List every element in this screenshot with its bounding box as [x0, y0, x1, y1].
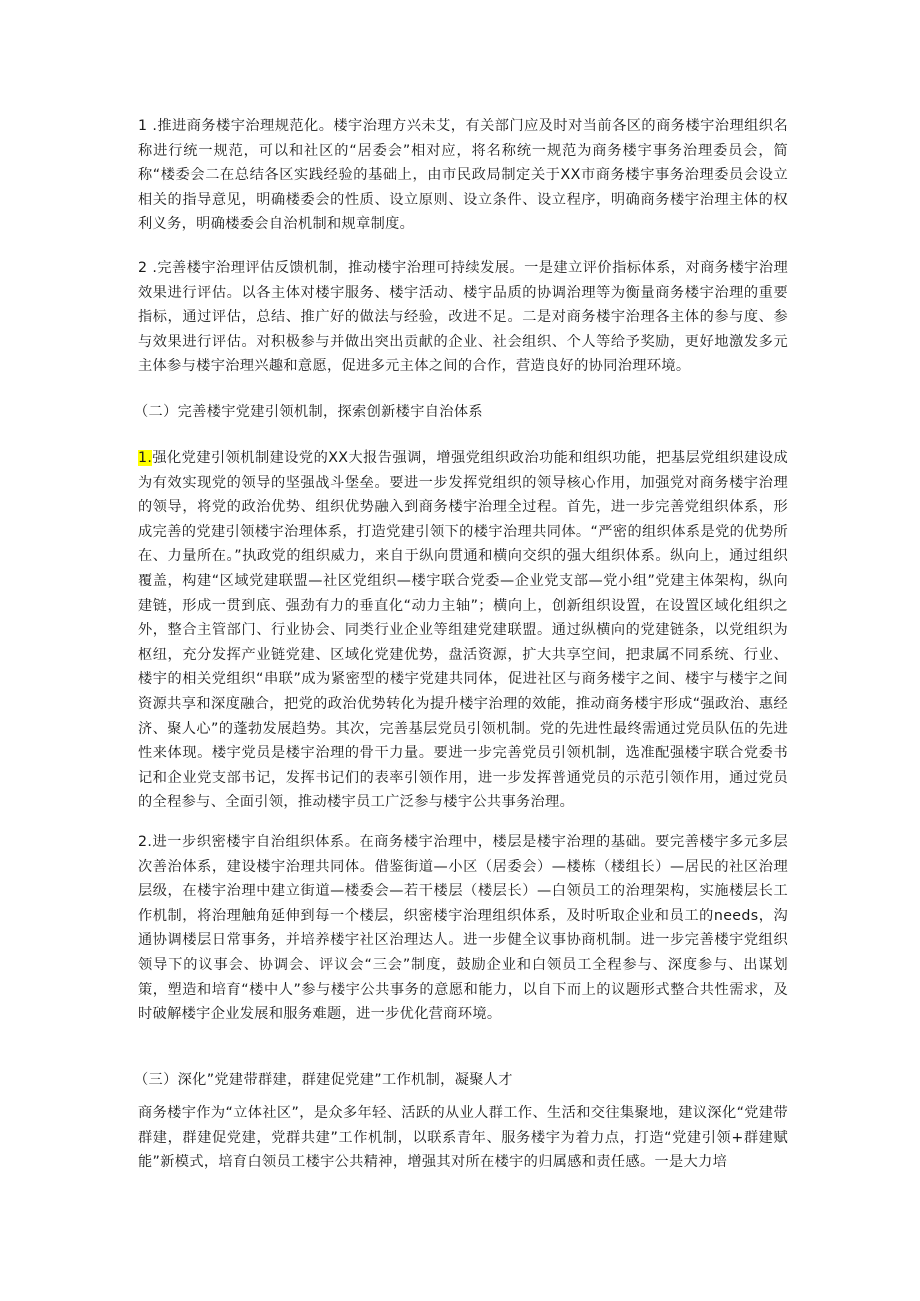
paragraph-evaluation-feedback: 2 .完善楼宇治理评估反馈机制，推动楼宇治理可持续发展。一是建立评价指标体系，对商务楼宇治理效果进行评估。以各主体对楼宇服务、楼宇活动、楼宇品质的协调治理等为衡量商务楼宇治理的重要指标，通过评估，总结、推广好的做法与经验，改进不足。二是对商务楼宇治理各主体的参与度、参与效果进行评估。对积极参与并做出突出贡献的企业、社会组织、个人等给予奖励，更好地激发多元主体参与楼宇治理兴趣和意愿，促进多元主体之间的合作，营造良好的协同治理环境。: [138, 260, 788, 375]
paragraph-party-leadership: [138, 446, 788, 815]
paragraph-self-governance-system: 2.进一步织密楼宇自治组织体系。在商务楼宇治理中，楼层是楼宇治理的基础。要完善楼宇多元多层次善治体系，建设楼宇治理共同体。借鉴街道—小区（居委会）—楼栋（楼组长）—居民的社区治理层级，在楼宇治理中建立街道—楼委会—若干楼层（楼层长）—白领员工的治理架构，实施楼层长工作机制，将治理触角延伸到每一个楼层，织密楼宇治理组织体系，及时听取企业和员工的needs，沟通协调楼层日常事务，并培养楼宇社区治理达人。进一步健全议事协商机制。进一步完善楼宇党组织领导下的议事会、协调会、评议会“三会”制度，鼓励企业和白领员工全程参与、深度参与、出谋划策，塑造和培育“楼中人”参与楼宇公共事务的意愿和能力，以自下而上的议题形式整合共性需求，及时破解楼宇企业发展和服务难题，进一步优化营商环境。: [138, 834, 788, 1023]
paragraph-vertical-community: 商务楼宇作为“立体社区”，是众多年轻、活跃的从业人群工作、生活和交往集聚地，建议深化“党建带群建，群建促党建，党群共建”工作机制，以联系青年、服务楼宇为着力点，打造“党建引领+群建赋能”新模式，培育白领员工楼宇公共精神，增强其对所在楼宇的归属感和责任感。一是大力培: [138, 1105, 788, 1171]
paragraph-party-leadership-text: 强化党建引领机制建设党的XX大报告强调，增强党组织政治功能和组织功能，把基层党组织建设成为有效实现党的领导的坚强战斗堡垒。要进一步发挥党组织的领导核心作用，加强党对商务楼宇治理的领导，将党的政治优势、组织优势融入到商务楼宇治理全过程。首先，进一步完善党组织体系，形成完善的党建引领楼宇治理体系，打造党建引领下的楼宇治理共同体。“严密的组织体系是党的优势所在、力量所在。”执政党的组织威力，来自于纵向贯通和横向交织的强大组织体系。纵向上，通过组织覆盖，构建“区域党建联盟—社区党组织—楼宇联合党委—企业党支部—党小组”党建主体架构，纵向建链，形成一贯到底、强劲有力的垂直化“动力主轴”；横向上，创新组织设置，在设置区域化组织之外，整合主管部门、行业协会、同类行业企业等组建党建联盟。通过纵横向的党建链条，以党组织为枢纽，充分发挥产业链党建、区域化党建优势，盘活资源，扩大共享空间，把隶属不同系统、行业、楼宇的相关党组织“串联”成为紧密型的楼宇党建共同体，促进社区与商务楼宇之间、楼宇与楼宇之间资源共享和深度融合，把党的政治优势转化为提升楼宇治理的效能，推动商务楼宇形成“强政治、惠经济、聚人心”的蓬勃发展趋势。其次，完善基层党员引领机制。党的先进性最终需通过党员队伍的先进性来体现。楼宇党员是楼宇治理的骨干力量。要进一步完善党员引领机制，选准配强楼宇联合党委书记和企业党支部书记，发挥书记们的表率引领作用，进一步发挥普通党员的示范引领作用，通过党员的全程参与、全面引领，推动楼宇员工广泛参与楼宇公共事务治理。: [138, 450, 788, 811]
highlighted-list-marker: 1.: [138, 450, 153, 466]
paragraph-standardize-governance: 1 .推进商务楼宇治理规范化。楼宇治理方兴未艾，有关部门应及时对当前各区的商务楼宇治理组织名称进行统一规范，可以和社区的“居委会”相对应，将名称统一规范为商务楼宇事务治理委员会，简称“楼委会二在总结各区实践经验的基础上，由市民政局制定关于XX市商务楼宇事务治理委员会设立相关的指导意见，明确楼委会的性质、设立原则、设立条件、设立程序，明确商务楼宇治理主体的权利义务，明确楼委会自治机制和规章制度。: [138, 118, 788, 233]
section-heading-party-building: （二）完善楼宇党建引领机制，探索创新楼宇自治体系: [134, 404, 483, 420]
section-heading-group-building: （三）深化”党建带群建，群建促党建”工作机制，凝聚人才: [134, 1072, 513, 1088]
